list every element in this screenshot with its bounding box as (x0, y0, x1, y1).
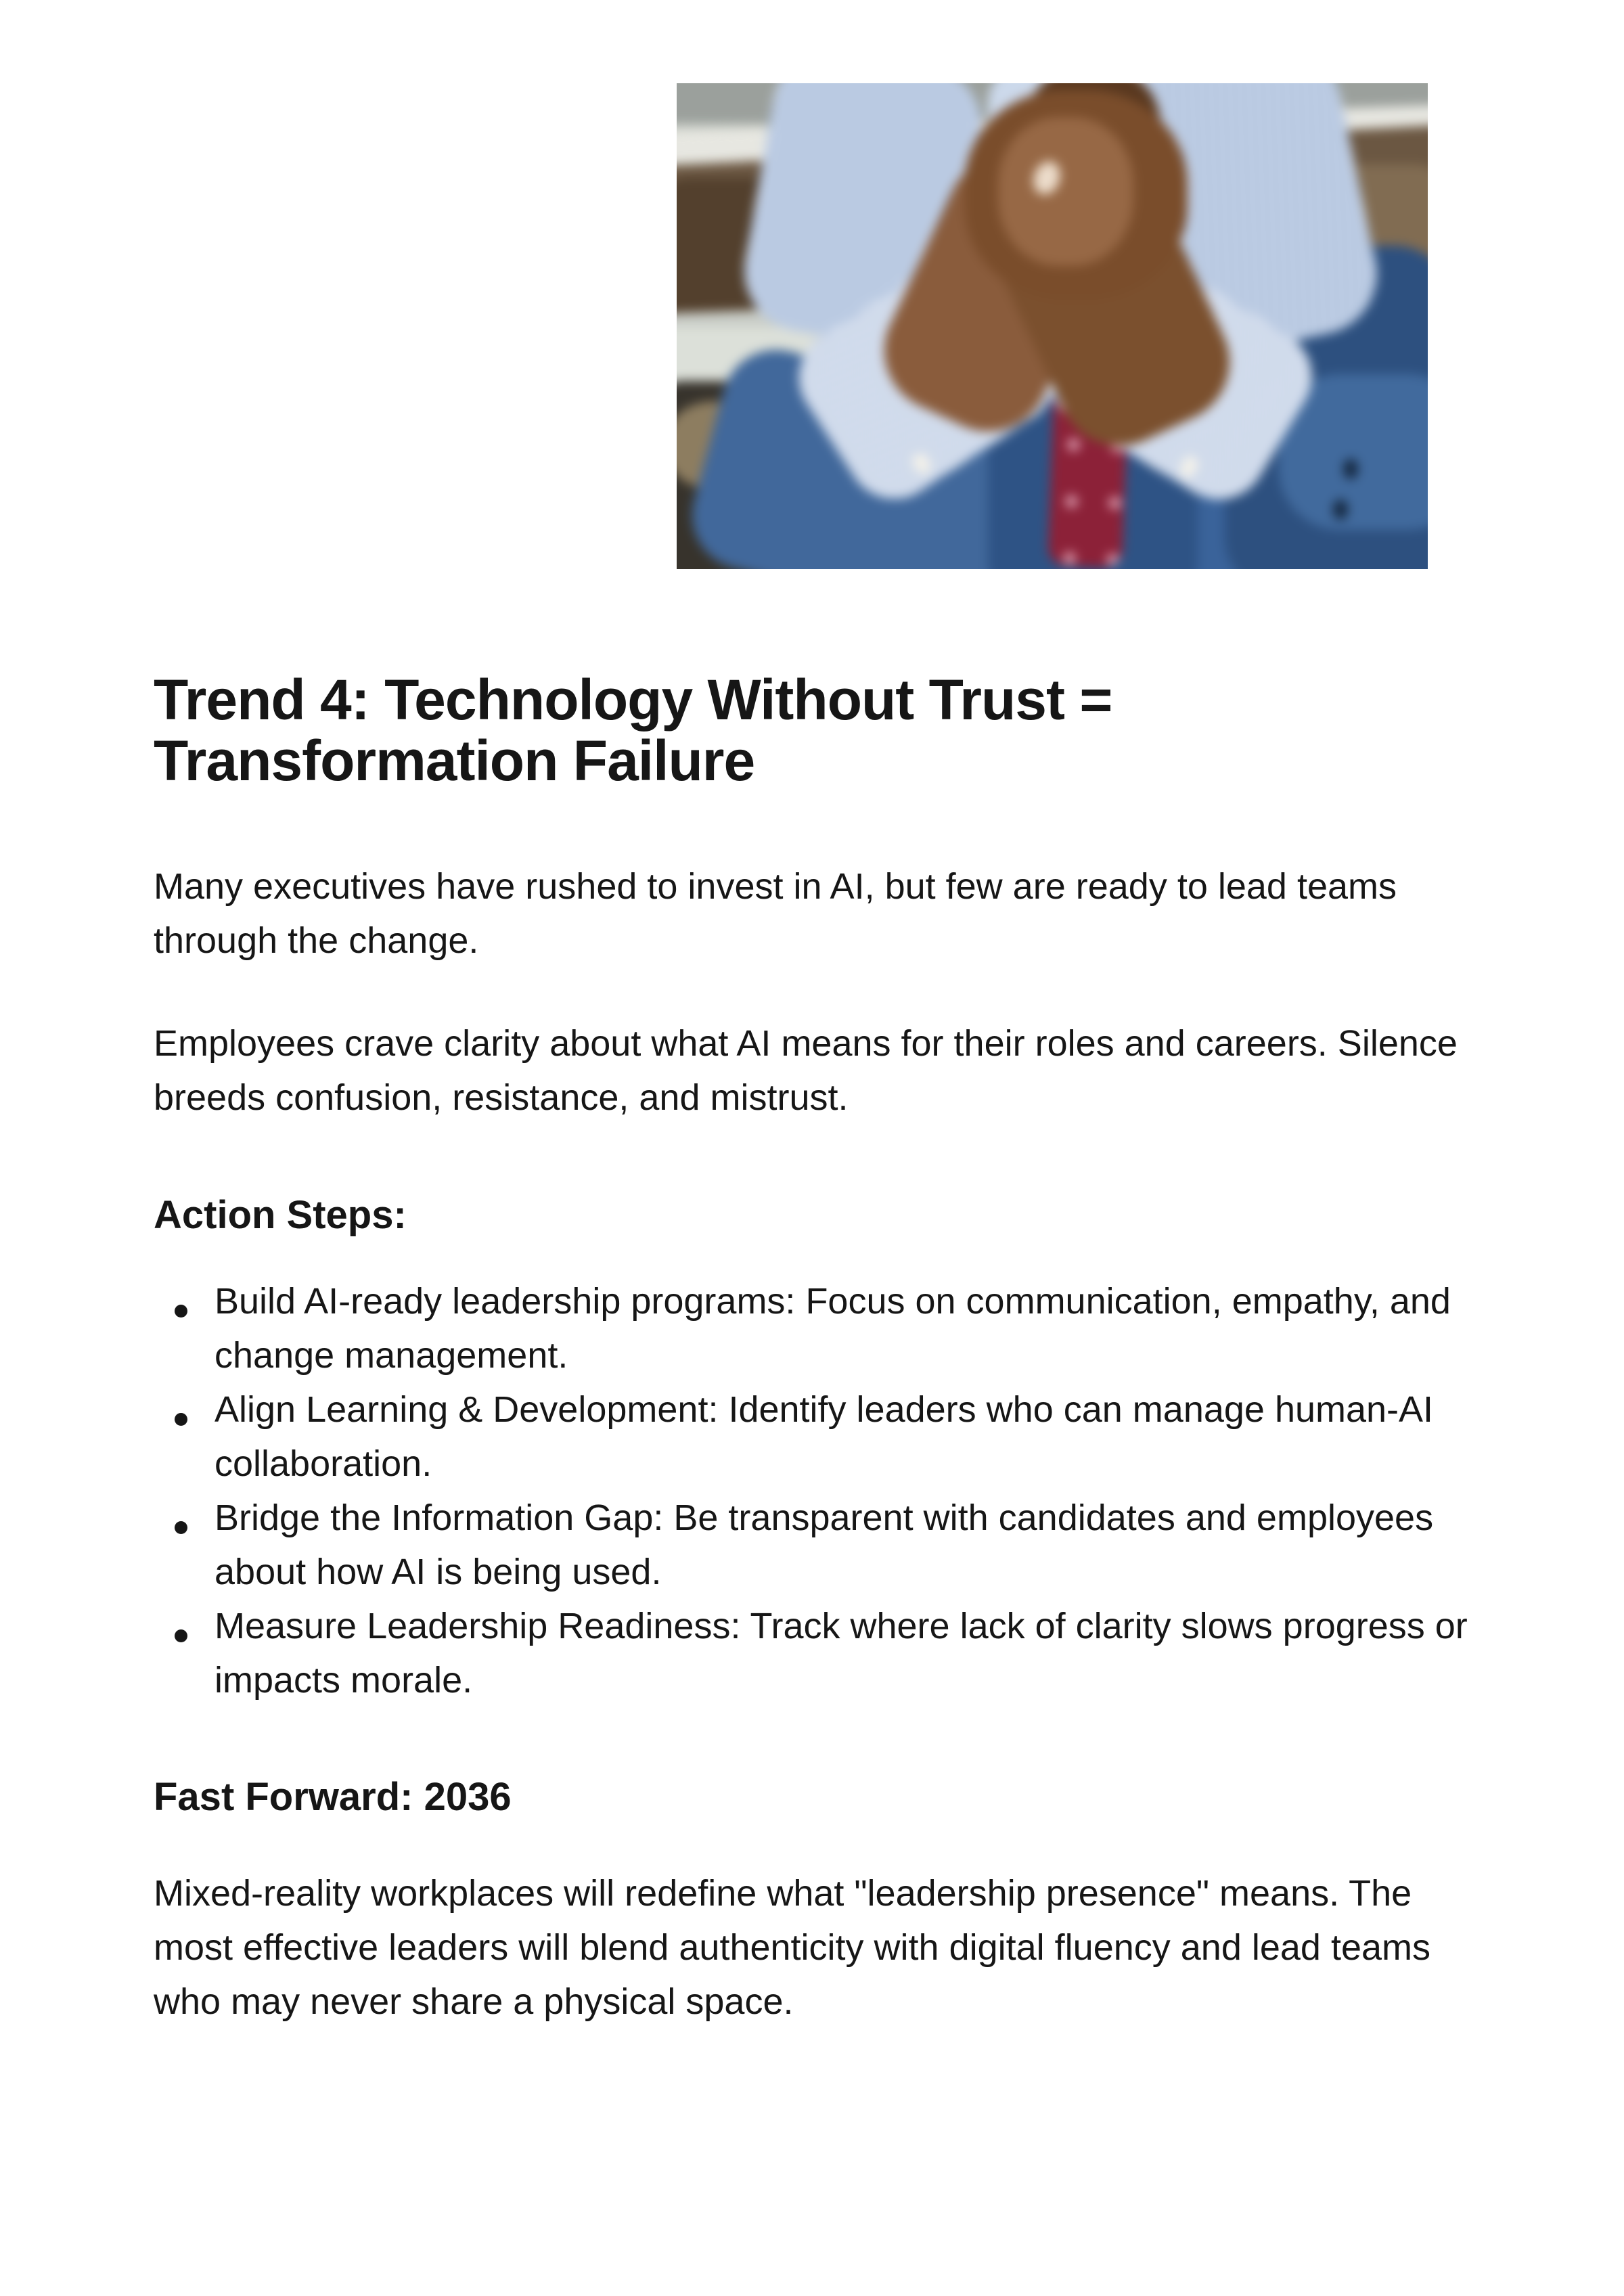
article-title: Trend 4: Technology Without Trust = Transformation Failure (154, 668, 1112, 792)
fast-forward-paragraph: Mixed-reality workplaces will redefine what "leadership presence" means. The most effective leaders will blend authenticity with digital fluency and lead teams who may never share a physical space. (154, 1873, 1431, 2022)
action-steps-list (154, 1274, 1470, 1707)
action-step-item: Build AI-ready leadership programs: Focus on communication, empathy, and change management. (154, 1274, 1470, 1382)
article (154, 0, 1470, 2029)
action-step-item: Bridge the Information Gap: Be transparent with candidates and employees about how AI is being used. (154, 1491, 1470, 1599)
action-steps-heading: Action Steps: (154, 1193, 407, 1237)
action-step-item: Align Learning & Development: Identify leaders who can manage human-AI collaboration. (154, 1382, 1470, 1491)
intro-paragraph-2: Employees crave clarity about what AI means for their roles and careers. Silence breeds confusion, resistance, and mistrust. (154, 1023, 1458, 1118)
action-step-item: Measure Leadership Readiness: Track where lack of clarity slows progress or impacts morale. (154, 1599, 1470, 1707)
intro-paragraph-1: Many executives have rushed to invest in AI, but few are ready to lead teams through the change. (154, 866, 1397, 961)
fast-forward-heading: Fast Forward: 2036 (154, 1775, 512, 1819)
